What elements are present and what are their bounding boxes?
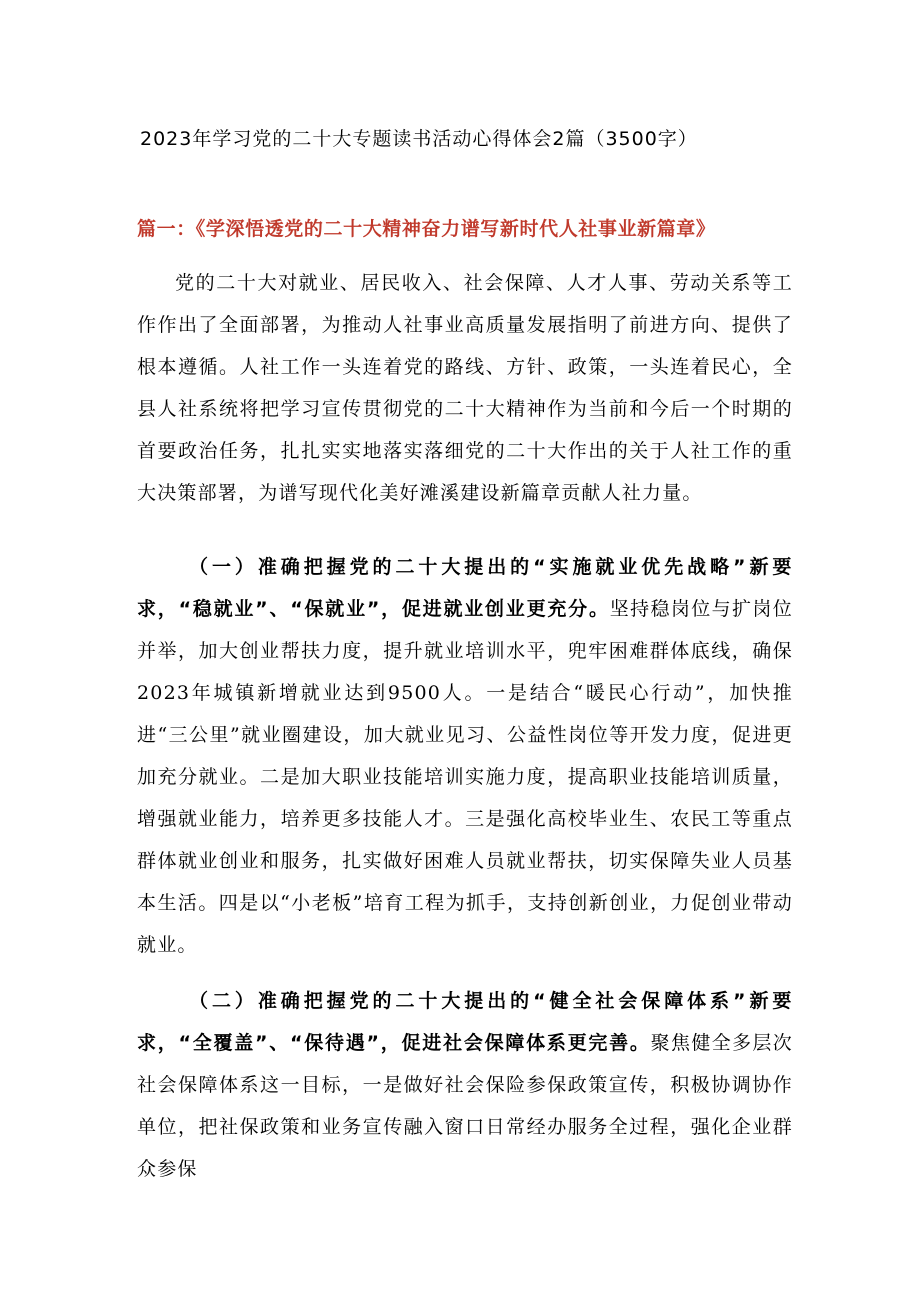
article-heading: 篇一：《学深悟透党的二十大精神奋力谱写新时代人社事业新篇章》 [137, 218, 716, 240]
section-1-lead: （一）准确把握党的二十大提出的“实施就业优先战略”新要求，“稳就业”、“保就业”，促进就业创业更充分。 [137, 556, 793, 620]
section-2-lead: （二）准确把握党的二十大提出的“健全社会保障体系”新要求，“全覆盖”、“保待遇”，促进社会保障体系更完善。 [137, 990, 793, 1054]
section-2-paragraph [137, 980, 793, 1190]
section-1-paragraph [137, 546, 793, 966]
section-1-body: 坚持稳岗位与扩岗位并举，加大创业帮扶力度，提升就业培训水平，兜牢困难群体底线，确保2023年城镇新增就业达到9500人。一是结合“暖民心行动”，加快推进“三公里”就业圈建设，加大就业见习、公益性岗位等开发力度，促进更加充分就业。二是加大职业技能培训实施力度，提高职业技能培训质量，增强就业能力，培养更多技能人才。三是强化高校毕业生、农民工等重点群体就业创业和服务，扎实做好困难人员就业帮扶，切实保障失业人员基本生活。四是以“小老板”培育工程为抓手，支持创新创业，力促创业带动就业。 [137, 598, 793, 956]
section-2-body: 聚焦健全多层次社会保障体系这一目标，一是做好社会保险参保政策宣传，积极协调协作单位，把社保政策和业务宣传融入窗口日常经办服务全过程，强化企业群众参保 [137, 1032, 793, 1180]
intro-paragraph: 党的二十大对就业、居民收入、社会保障、人才人事、劳动关系等工作作出了全面部署，为推动人社事业高质量发展指明了前进方向、提供了根本遵循。人社工作一头连着党的路线、方针、政策，一头连着民心，全县人社系统将把学习宣传贯彻党的二十大精神作为当前和今后一个时期的首要政治任务，扎扎实实地落实落细党的二十大作出的关于人社工作的重大决策部署，为谱写现代化美好滩溪建设新篇章贡献人社力量。 [137, 272, 793, 504]
document-title: 2023年学习党的二十大专题读书活动心得体会2篇（3500字） [140, 128, 698, 150]
